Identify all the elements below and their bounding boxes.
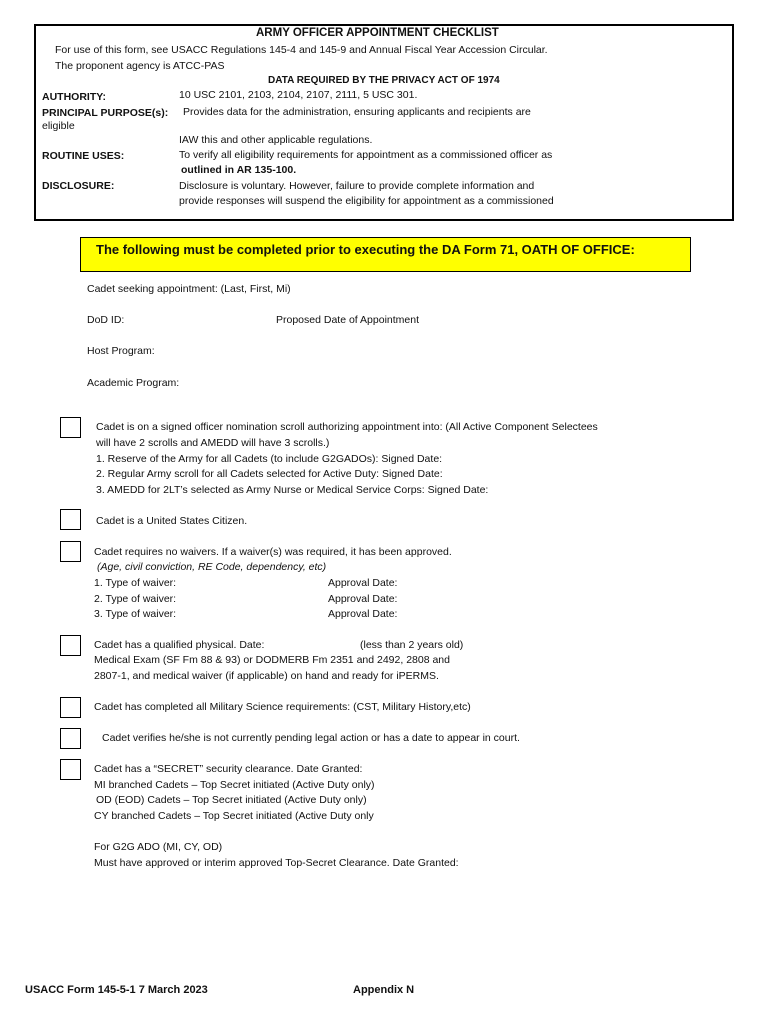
- host-program-field[interactable]: Host Program:: [87, 345, 155, 357]
- citizen-text: Cadet is a United States Citizen.: [96, 515, 248, 527]
- waiver-line-1: Cadet requires no waivers. If a waiver(s) was required, it has been approved.: [94, 546, 452, 558]
- military-science-text: Cadet has completed all Military Science requirements: (CST, Military History,etc): [94, 701, 471, 713]
- scroll-line-5: 3. AMEDD for 2LT’s selected as Army Nurse or Medical Service Corps: Signed Date:: [96, 484, 489, 496]
- privacy-heading: DATA REQUIRED BY THE PRIVACY ACT OF 1974: [268, 75, 500, 86]
- disclosure-text-2: provide responses will suspend the eligibility for appointment as a commissioned: [179, 195, 554, 207]
- form-title: ARMY OFFICER APPOINTMENT CHECKLIST: [256, 27, 499, 39]
- proposed-date-field[interactable]: Proposed Date of Appointment: [276, 314, 420, 326]
- scroll-line-2: will have 2 scrolls and AMEDD will have 3 scrolls.): [96, 437, 330, 449]
- authority-label: AUTHORITY:: [42, 91, 106, 103]
- footer-appendix: Appendix N: [353, 984, 415, 996]
- authority-text: 10 USC 2101, 2103, 2104, 2107, 2111, 5 USC 301.: [179, 89, 418, 101]
- oath-banner: The following must be completed prior to executing the DA Form 71, OATH OF OFFICE:: [80, 237, 691, 272]
- purpose-text-2: IAW this and other applicable regulations.: [179, 134, 373, 146]
- g2g-line-2: Must have approved or interim approved Top-Secret Clearance. Date Granted:: [94, 857, 459, 869]
- military-science-checkbox[interactable]: [60, 697, 81, 718]
- waiver-approval-3: Approval Date:: [328, 608, 398, 620]
- physical-checkbox[interactable]: [60, 635, 81, 656]
- purpose-cont: eligible: [42, 120, 75, 132]
- g2g-line-1: For G2G ADO (MI, CY, OD): [94, 841, 223, 853]
- routine-text: To verify all eligibility requirements for appointment as a commissioned officer as: [179, 149, 553, 161]
- legal-text: Cadet verifies he/she is not currently pending legal action or has a date to appear in court.: [102, 732, 520, 744]
- physical-line-3: 2807-1, and medical waiver (if applicable) on hand and ready for iPERMS.: [94, 670, 439, 682]
- waiver-approval-1: Approval Date:: [328, 577, 398, 589]
- routine-label: ROUTINE USES:: [42, 150, 125, 162]
- physical-line-2: Medical Exam (SF Fm 88 & 93) or DODMERB Fm 2351 and 2492, 2808 and: [94, 654, 450, 666]
- purpose-label: PRINCIPAL PURPOSE(s):: [42, 107, 169, 119]
- footer-form-id: USACC Form 145-5-1 7 March 2023: [25, 984, 208, 996]
- intro-line-1: For use of this form, see USACC Regulations 145-4 and 145-9 and Annual Fiscal Year Accession Circular.: [55, 44, 548, 56]
- waiver-approval-2: Approval Date:: [328, 593, 398, 605]
- intro-line-2: The proponent agency is ATCC-PAS: [55, 60, 225, 72]
- clearance-checkbox[interactable]: [60, 759, 81, 780]
- clearance-line-4: CY branched Cadets – Top Secret initiated (Active Duty only: [94, 810, 374, 822]
- scroll-line-4: 2. Regular Army scroll for all Cadets selected for Active Duty: Signed Date:: [96, 468, 443, 480]
- citizen-checkbox[interactable]: [60, 509, 81, 530]
- dod-id-field[interactable]: DoD ID:: [87, 314, 125, 326]
- scroll-line-3: 1. Reserve of the Army for all Cadets (to include G2GADOs): Signed Date:: [96, 453, 443, 465]
- clearance-line-2: MI branched Cadets – Top Secret initiated (Active Duty only): [94, 779, 375, 791]
- waiver-checkbox[interactable]: [60, 541, 81, 562]
- waiver-type-2: 2. Type of waiver:: [94, 593, 177, 605]
- waiver-type-3: 3. Type of waiver:: [94, 608, 177, 620]
- academic-program-field[interactable]: Academic Program:: [87, 377, 180, 389]
- scroll-line-1: Cadet is on a signed officer nomination scroll authorizing appointment into: (All Active Component Selectees: [96, 421, 598, 433]
- physical-line-1b: (less than 2 years old): [360, 639, 464, 651]
- purpose-text: Provides data for the administration, ensuring applicants and recipients are: [183, 106, 531, 118]
- routine-text-2: outlined in AR 135-100.: [181, 164, 297, 176]
- cadet-name-field[interactable]: Cadet seeking appointment: (Last, First, Mi): [87, 283, 291, 295]
- scroll-checkbox[interactable]: [60, 417, 81, 438]
- disclosure-text: Disclosure is voluntary. However, failure to provide complete information and: [179, 180, 535, 192]
- clearance-line-3: OD (EOD) Cadets – Top Secret initiated (Active Duty only): [96, 794, 367, 806]
- physical-line-1: Cadet has a qualified physical. Date:: [94, 639, 265, 651]
- waiver-line-2: (Age, civil conviction, RE Code, dependency, etc): [97, 561, 327, 573]
- clearance-line-1: Cadet has a “SECRET” security clearance. Date Granted:: [94, 763, 363, 775]
- waiver-type-1: 1. Type of waiver:: [94, 577, 177, 589]
- legal-checkbox[interactable]: [60, 728, 81, 749]
- disclosure-label: DISCLOSURE:: [42, 180, 115, 192]
